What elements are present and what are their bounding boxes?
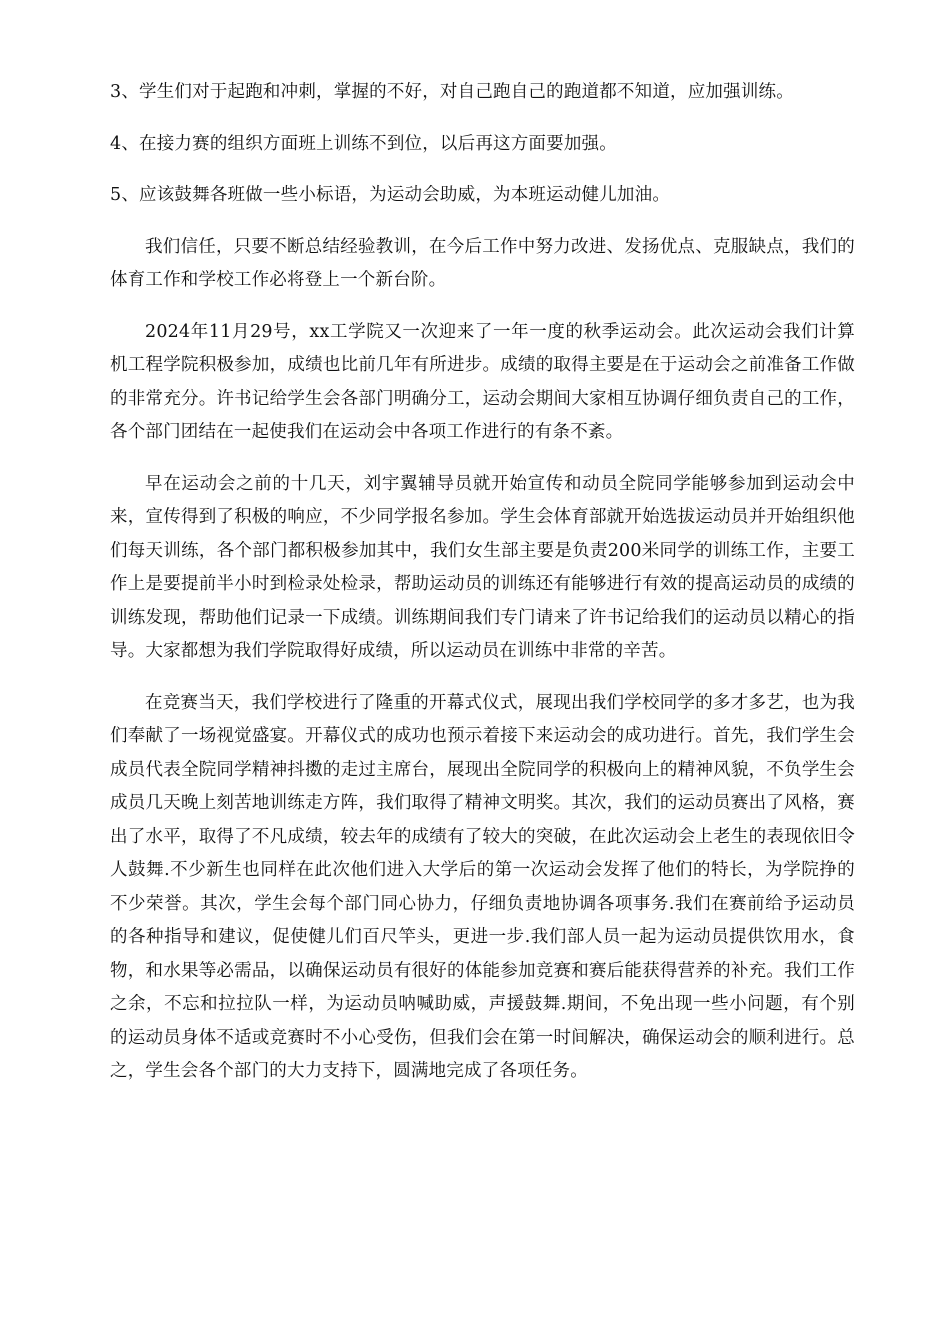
list-item: 5、应该鼓舞各班做一些小标语，为运动会助威，为本班运动健儿加油。	[110, 185, 671, 205]
list-item: 3、学生们对于起跑和冲刺，掌握的不好，对自己跑自己的跑道都不知道，应加强训练。	[110, 82, 794, 102]
list-item: 4、在接力赛的组织方面班上训练不到位，以后再这方面要加强。	[110, 133, 617, 154]
paragraph: 在竞赛当天，我们学校进行了隆重的开幕式仪式，展现出我们学校同学的多才多艺，也为我们奉献了一场视觉盛宴。开幕仪式的成功也预示着接下来运动会的成功进行。首先，我们学生会成员代表全院同学精神抖擞的走过主席台，展现出全院同学的积极向上的精神风貌，不负学生会成员几天晚上刻苦地训练走方阵，我们取得了精神文明奖。其次，我们的运动员赛出了风格，赛出了水平，取得了不凡成绩，较去年的成绩有了较大的突破，在此次运动会上老生的表现依旧令人鼓舞.不少新生也同样在此次他们进入大学后的第一次运动会发挥了他们的特长，为学院挣的不少荣誉。其次，学生会每个部门同心协力，仔细负责地协调各项事务.我们在赛前给予运动员的各种指导和建议，促使健儿们百尺竿头，更进一步.我们部人员一起为运动员提供饮用水，食物，和水果等必需品，以确保运动员有很好的体能参加竞赛和赛后能获得营养的补充。我们工作之余，不忘和拉拉队一样，为运动员呐喊助威，声援鼓舞.期间，不免出现一些小问题，有个别的运动员身体不适或竞赛时不小心受伤，但我们会在第一时间解决，确保运动会的顺利进行。总之，学生会各个部门的大力支持下，圆满地完成了各项任务。	[110, 692, 855, 1081]
paragraph: 2024年11月29号，xx工学院又一次迎来了一年一度的秋季运动会。此次运动会我们计算机工程学院积极参加，成绩也比前几年有所进步。成绩的取得主要是在于运动会之前准备工作做的非常充分。许书记给学生会各部门明确分工，运动会期间大家相互协调仔细负责自己的工作，各个部门团结在一起使我们在运动会中各项工作进行的有条不紊。	[110, 321, 855, 442]
paragraph: 我们信任，只要不断总结经验教训，在今后工作中努力改进、发扬优点、克服缺点，我们的体育工作和学校工作必将登上一个新台阶。	[110, 236, 855, 290]
document-body	[110, 76, 855, 1107]
paragraph: 早在运动会之前的十几天，刘宇翼辅导员就开始宣传和动员全院同学能够参加到运动会中来，宣传得到了积极的响应，不少同学报名参加。学生会体育部就开始选拔运动员并开始组织他们每天训练，各个部门都积极参加其中，我们女生部主要是负责200米同学的训练工作，主要工作上是要提前半小时到检录处检录，帮助运动员的训练还有能够进行有效的提高运动员的成绩的训练发现，帮助他们记录一下成绩。训练期间我们专门请来了许书记给我们的运动员以精心的指导。大家都想为我们学院取得好成绩，所以运动员在训练中非常的辛苦。	[110, 473, 855, 661]
